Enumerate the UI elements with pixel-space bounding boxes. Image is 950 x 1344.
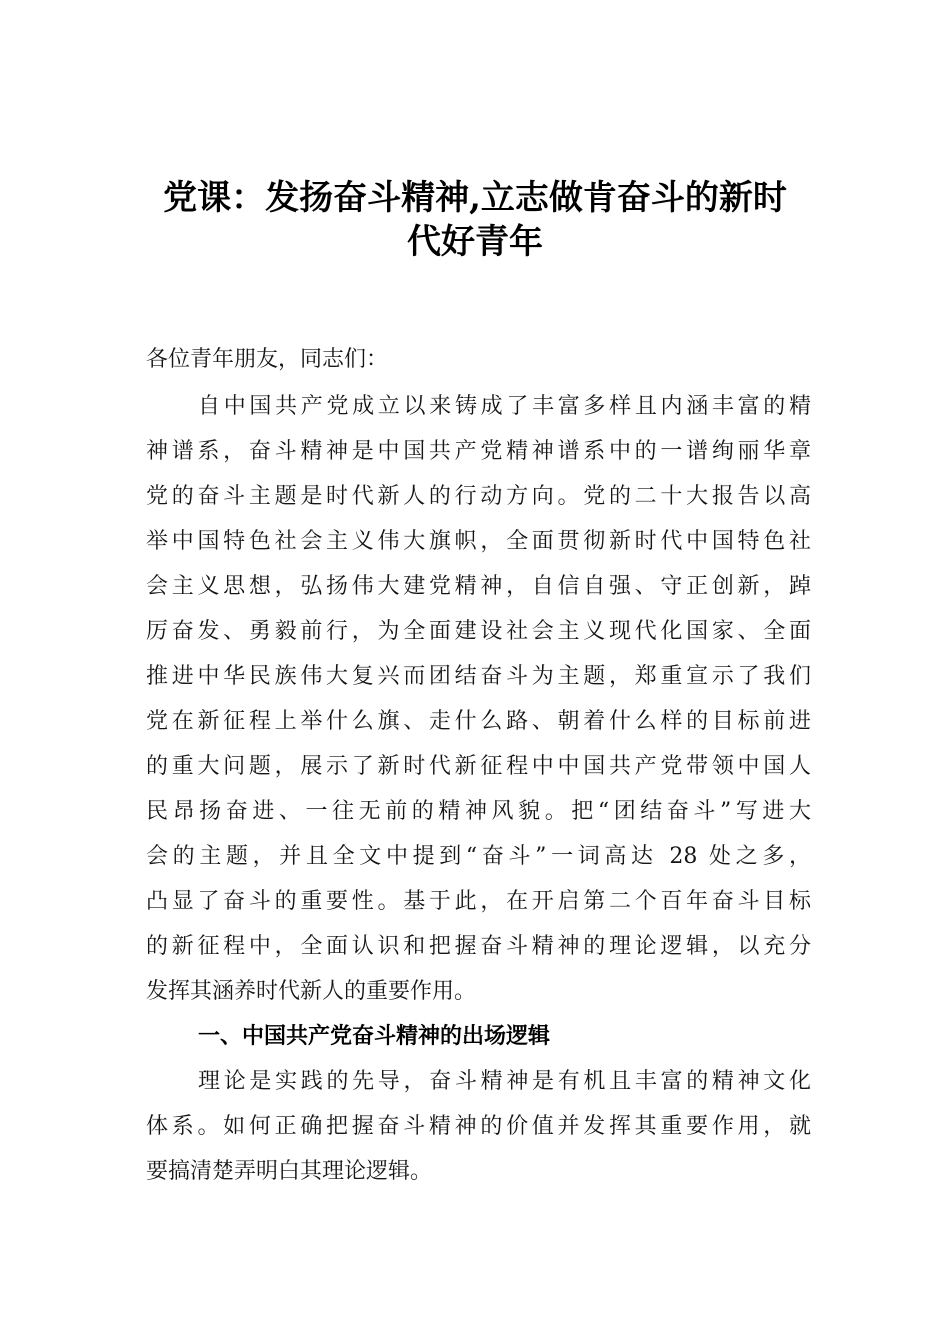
paragraph-line: 民昂扬奋进、一往无前的精神风貌。把“团结奋斗”写进大 (146, 799, 811, 824)
salutation: 各位青年朋友，同志们： (146, 347, 389, 372)
paragraph-line: 凸显了奋斗的重要性。基于此，在开启第二个百年奋斗目标 (146, 889, 811, 914)
document-title-line-2: 代好青年 (407, 222, 543, 262)
paragraph-line: 的重大问题，展示了新时代新征程中中国共产党带领中国人 (146, 754, 811, 779)
paragraph-line: 发挥其涵养时代新人的重要作用。 (146, 979, 477, 1004)
paragraph-line: 理论是实践的先导，奋斗精神是有机且丰富的精神文化 (198, 1069, 811, 1094)
paragraph-line: 推进中华民族伟大复兴而团结奋斗为主题，郑重宣示了我们 (146, 664, 811, 689)
paragraph-line: 举中国特色社会主义伟大旗帜，全面贯彻新时代中国特色社 (146, 529, 811, 554)
paragraph-line: 会主义思想，弘扬伟大建党精神，自信自强、守正创新，踔 (146, 574, 811, 599)
paragraph-line: 体系。如何正确把握奋斗精神的价值并发挥其重要作用，就 (146, 1114, 811, 1139)
document-title-line-1: 党课：发扬奋斗精神,立志做肯奋斗的新时 (163, 178, 787, 218)
paragraph-line: 会的主题，并且全文中提到“奋斗”一词高达 28 处之多， (146, 844, 811, 869)
paragraph-line: 厉奋发、勇毅前行，为全面建设社会主义现代化国家、全面 (146, 619, 811, 644)
section-heading-1: 一、中国共产党奋斗精神的出场逻辑 (198, 1024, 551, 1049)
paragraph-line: 自中国共产党成立以来铸成了丰富多样且内涵丰富的精 (198, 394, 811, 419)
paragraph-line: 党的奋斗主题是时代新人的行动方向。党的二十大报告以高 (146, 484, 811, 509)
paragraph-line: 神谱系，奋斗精神是中国共产党精神谱系中的一谱绚丽华章 (146, 439, 811, 464)
paragraph-line: 要搞清楚弄明白其理论逻辑。 (146, 1159, 433, 1184)
paragraph-line: 的新征程中，全面认识和把握奋斗精神的理论逻辑，以充分 (146, 934, 811, 959)
paragraph-line: 党在新征程上举什么旗、走什么路、朝着什么样的目标前进 (146, 709, 811, 734)
